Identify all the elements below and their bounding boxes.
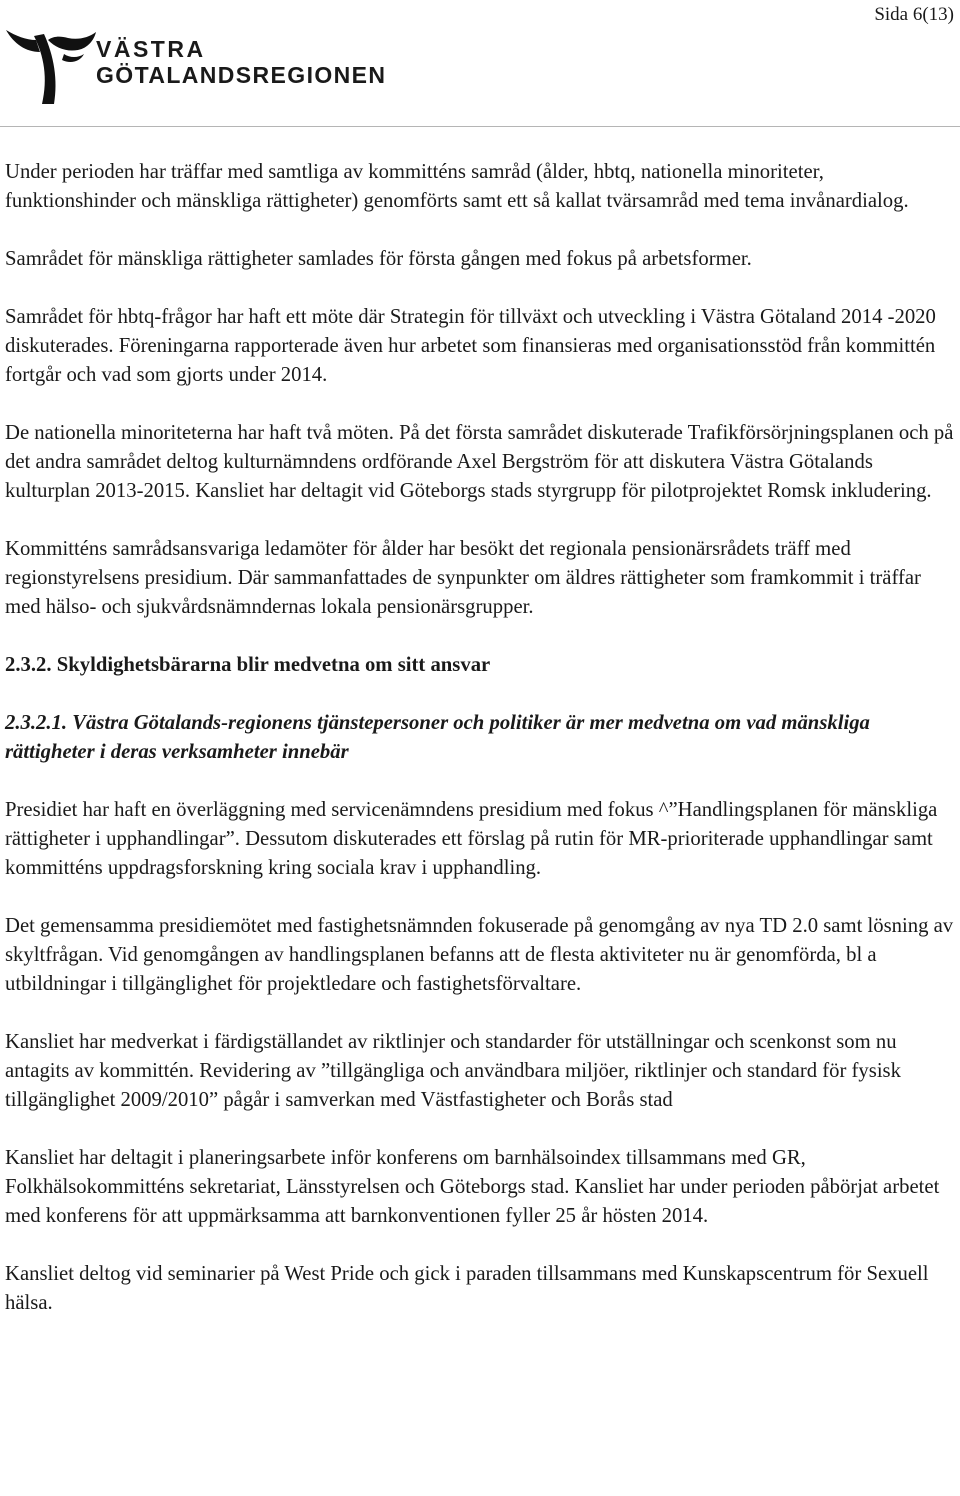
page-number: Sida 6(13) — [874, 4, 954, 25]
paragraph: Det gemensamma presidiemötet med fastighetsnämnden fokuserade på genomgång av nya TD 2.0 samt lösning av skyltfrågan. Vid genomgången av handlingsplanen befanns att de flesta aktiviteter nu är genomförda, bl a utbildningar i tillgänglighet för projektledare och fastighetsförvaltare. — [5, 915, 954, 995]
header-divider — [0, 126, 960, 127]
paragraph: Samrådet för hbtq-frågor har haft ett möte där Strategin för tillväxt och utveckling i Västra Götaland 2014 -2020 diskuterades. Föreningarna rapporterade även hur arbetet som finansieras med organisationsstöd från kommittén fortgår och vad som gjorts under 2014. — [5, 306, 936, 386]
paragraph: Under perioden har träffar med samtliga av kommitténs samråd (ålder, hbtq, nationella minoriteter, funktionshinder och mänskliga rättigheter) genomförts samt ett så kallat tvärsamråd med tema invånardialog. — [5, 161, 909, 212]
subsection-heading: 2.3.2.1. Västra Götalands-regionens tjänstepersoner och politiker är mer medvetna om vad mänskliga rättigheter i deras verksamheter innebär — [5, 712, 870, 763]
logo-text-line2: GÖTALANDSREGIONEN — [96, 62, 387, 88]
vastra-gotalandsregionen-logo-icon — [4, 26, 96, 106]
paragraph: Presidiet har haft en överläggning med servicenämndens presidium med fokus ^”Handlingsplanen för mänskliga rättigheter i upphandlingar”. Dessutom diskuterades ett förslag på rutin för MR-prioriterade upphandlingar samt kommitténs uppdragsforskning kring sociala krav i upphandling. — [5, 799, 938, 879]
document-body — [5, 158, 955, 1347]
paragraph: Kansliet har medverkat i färdigställandet av riktlinjer och standarder för utställningar och scenkonst som nu antagits av kommittén. Revidering av ”tillgängliga och användbara miljöer, riktlinjer och standard för fysisk tillgänglighet 2009/2010” pågår i samverkan med Västfastigheter och Borås stad — [5, 1031, 901, 1111]
paragraph: Kansliet har deltagit i planeringsarbete inför konferens om barnhälsoindex tillsammans med GR, Folkhälsokommitténs sekretariat, Länsstyrelsen och Göteborgs stad. Kansliet har under perioden påbörjat arbetet med konferens för att uppmärksamma att barnkonventionen fyller 25 år hösten 2014. — [5, 1147, 940, 1227]
section-heading: 2.3.2. Skyldighetsbärarna blir medvetna om sitt ansvar — [5, 654, 491, 676]
organization-logo — [4, 22, 387, 106]
logo-text-line1: VÄSTRA — [96, 36, 206, 62]
paragraph: Kommitténs samrådsansvariga ledamöter för ålder har besökt det regionala pensionärsrådets träff med regionstyrelsens presidium. Där sammanfattades de synpunkter om äldres rättigheter som framkommit i träffar med hälso- och sjukvårdsnämndernas lokala pensionärsgrupper. — [5, 538, 921, 618]
paragraph: Samrådet för mänskliga rättigheter samlades för första gången med fokus på arbetsformer. — [5, 248, 752, 270]
paragraph: Kansliet deltog vid seminarier på West Pride och gick i paraden tillsammans med Kunskapscentrum för Sexuell hälsa. — [5, 1263, 929, 1314]
paragraph: De nationella minoriteterna har haft två möten. På det första samrådet diskuterade Trafikförsörjningsplanen och på det andra samrådet deltog kulturnämndens ordförande Axel Bergström för att diskutera Västra Götalands kulturplan 2013-2015. Kansliet har deltagit vid Göteborgs stads styrgrupp för pilotprojektet Romsk inkludering. — [5, 422, 954, 502]
